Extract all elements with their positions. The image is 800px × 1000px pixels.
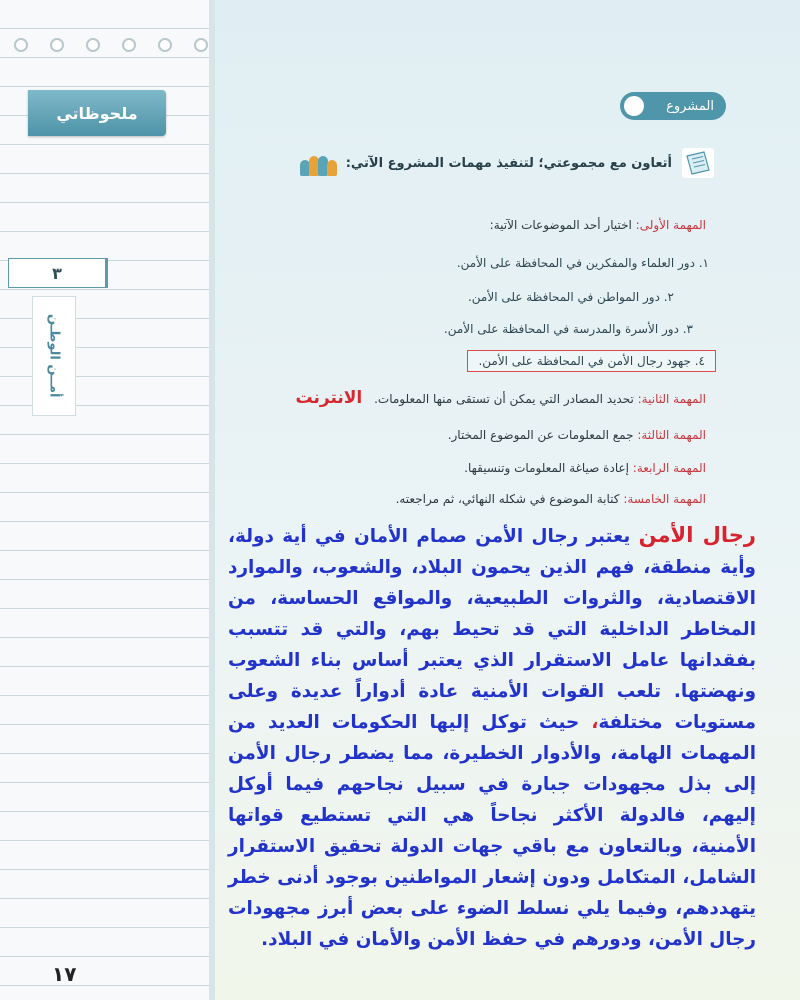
task-5: [396, 492, 706, 506]
unit-label: أمــن الوطـن: [46, 314, 62, 398]
task-2-label: المهمة الثانية:: [637, 392, 706, 406]
cooperate-row: [300, 148, 714, 178]
essay-heading: رجال الأمن: [638, 523, 756, 547]
page-number: ١٧: [52, 962, 77, 986]
pill-dot-icon: [624, 96, 644, 116]
notes-sidebar: [0, 0, 215, 1000]
notes-title: ملحوظاتي: [28, 90, 166, 136]
task-4-label: المهمة الرابعة:: [632, 461, 706, 475]
unit-number: ٣: [8, 258, 108, 288]
binder-hole: [86, 38, 100, 52]
cooperate-text: أتعاون مع مجموعتي؛ لتنفيذ مهمات المشروع الآتي:: [345, 155, 672, 171]
main-panel: [215, 0, 800, 1000]
mission-tag-icon: [682, 148, 714, 178]
task-4-text: إعادة صياغة المعلومات وتنسيقها.: [464, 461, 629, 475]
binder-holes: [14, 38, 208, 52]
binder-hole: [158, 38, 172, 52]
binder-hole: [14, 38, 28, 52]
task-2-text: تحديد المصادر التي يمكن أن تستقى منها المعلومات.: [374, 392, 634, 406]
binder-hole: [50, 38, 64, 52]
project-pill: [620, 92, 726, 120]
essay-text-part-2: حيث توكل إليها الحكومات العديد من المهمات الهامة، والأدوار الخطيرة، مما يضطر رجال الأمن إلى بذل مجهودات جبارة في سبيل نجاحهم فيما أوكل إليهم، فالدولة الأكثر نجاحاً هي التي تستطيع قواتها الأمنية، وبالتعاون مع باقي جهات الدولة تحقيق الاستقرار الشامل، المتكامل ودون إشعار المواطنين بوجود أدنى خطر يتهددهم، وفيما يلي نسلط الضوء على بعض أبرز مجهودات رجال الأمن، ودورهم في حفظ الأمن والأمان في البلاد.: [228, 712, 756, 950]
task-3-label: المهمة الثالثة:: [637, 428, 706, 442]
task-5-text: كتابة الموضوع في شكله النهائي، ثم مراجعته.: [395, 492, 620, 506]
task-1-text: اختيار أحد الموضوعات الآتية:: [489, 218, 632, 232]
essay-paragraph: [228, 520, 756, 955]
task-5-label: المهمة الخامسة:: [623, 492, 706, 506]
topic-4-highlighted: ٤. جهود رجال الأمن في المحافظة على الأمن.: [467, 350, 716, 372]
topic-3: ٣. دور الأسرة والمدرسة في المحافظة على الأمن.: [443, 322, 693, 336]
task-3-text: جمع المعلومات عن الموضوع المختار.: [447, 428, 634, 442]
task-1: [490, 218, 706, 232]
group-people-icon: [300, 150, 336, 176]
task-4: [464, 461, 706, 475]
topic-2: ٢. دور المواطن في المحافظة على الأمن.: [467, 290, 674, 304]
task-2: [296, 388, 707, 408]
project-label: المشروع: [666, 98, 714, 114]
task-2-handwritten-note: الانترنت: [295, 388, 363, 408]
task-3: [448, 428, 706, 442]
essay-red-mark: ،: [591, 712, 599, 733]
task-1-label: المهمة الأولى:: [635, 218, 706, 232]
topic-1: ١. دور العلماء والمفكرين في المحافظة على الأمن.: [456, 256, 709, 270]
essay-text-part-1: يعتبر رجال الأمن صمام الأمان في أية دولة، وأية منطقة، فهم الذين يحمون البلاد، والشعوب، والموارد الاقتصادية، والثروات الطبيعية، والمواقع الحساسة، من المخاطر الداخلية التي قد تحيط بهم، والتي قد تتسبب بفقدانها عامل الاستقرار الذي يعتبر أساس بناء الشعوب ونهضتها. تلعب القوات الأمنية عادة أدواراً عديدة وعلى مستويات مختلفة: [228, 526, 756, 733]
note-page-icon: [684, 150, 712, 176]
binder-hole: [194, 38, 208, 52]
unit-label-box: [32, 296, 76, 416]
binder-hole: [122, 38, 136, 52]
